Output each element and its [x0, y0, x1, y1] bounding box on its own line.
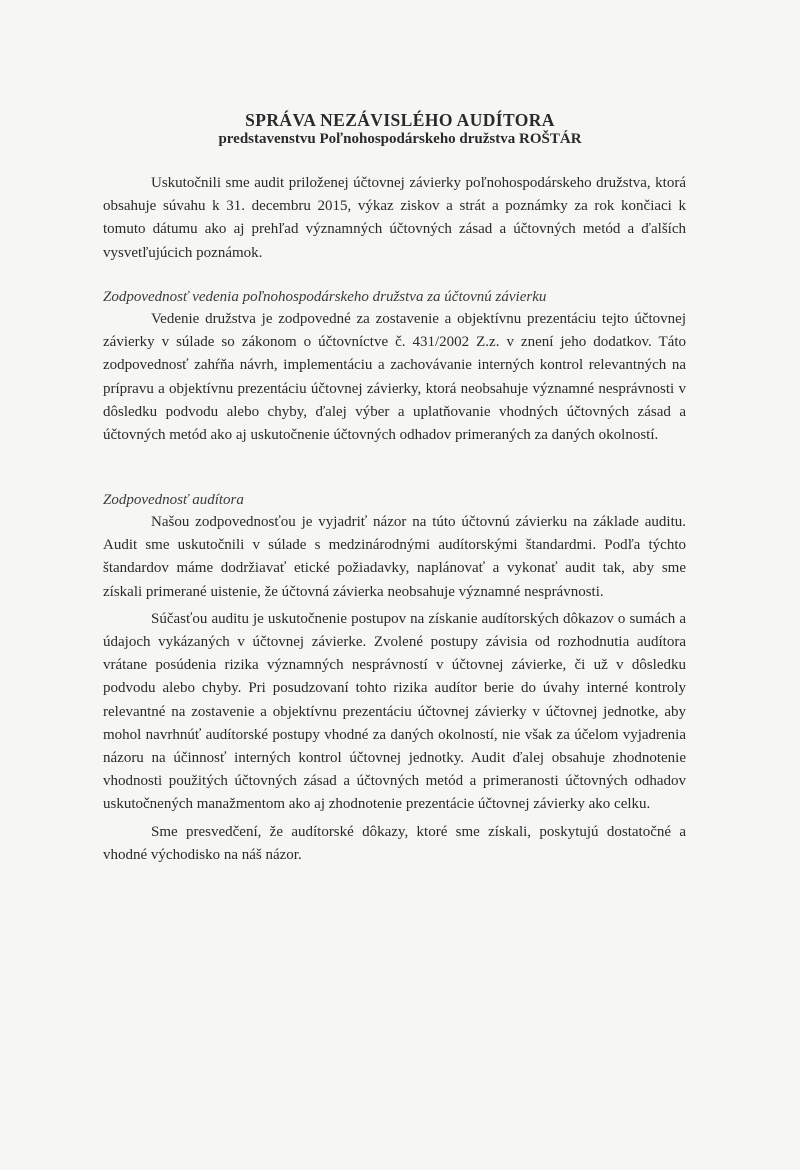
auditor-responsibility-paragraph-1: Našou zodpovednosťou je vyjadriť názor na túto účtovnú závierku na základe auditu. Audit sme uskutočnili v súlade s medzinárodnými audítorskými štandardmi. Podľa týchto štandardov máme dodržiavať etické požiadavky, naplánovať a vykonať audit tak, aby sme získali primerané uistenie, že účtovná závierka neobsahuje významné nesprávnosti.	[103, 514, 686, 600]
report-subtitle: predstavenstvu Poľnohospodárskeho družstva ROŠTÁR	[218, 131, 582, 147]
auditor-responsibility-paragraph-2: Súčasťou auditu je uskutočnenie postupov na získanie audítorských dôkazov o sumách a údajoch vykázaných v účtovnej závierke. Zvolené postupy závisia od rozhodnutia audítora vrátane posúdenia rizika významných nesprávností v účtovnej závierke, či už v dôsledku podvodu alebo chyby. Pri posudzovaní tohto rizika audítor berie do úvahy interné kontroly relevantné na zostavenie a objektívnu prezentáciu účtovnej závierky v účtovnej jednotke, aby mohol navrhnúť audítorské postupy vhodné za daných okolností, nie však za účelom vyjadrenia názoru na účinnosť interných kontrol účtovnej jednotky. Audit ďalej obsahuje zhodnotenie vhodnosti použitých účtovných zásad a účtovných metód a primeranosti účtovných odhadov uskutočnených manažmentom ako aj zhodnotenie prezentácie účtovnej závierky ako celku.	[103, 610, 686, 813]
section-heading-auditor-responsibility: Zodpovednosť audítora	[103, 492, 244, 508]
management-responsibility-section	[103, 308, 686, 447]
section-heading-management-responsibility: Zodpovednosť vedenia poľnohospodárskeho družstva za účtovnú závierku	[103, 289, 547, 305]
report-title: SPRÁVA NEZÁVISLÉHO AUDÍTORA	[245, 110, 555, 130]
management-responsibility-paragraph: Vedenie družstva je zodpovedné za zostavenie a objektívnu prezentáciu tejto účtovnej závierky v súlade so zákonom o účtovníctve č. 431/2002 Z.z. v znení jeho dodatkov. Táto zodpovednosť zahŕňa návrh, implementáciu a zachovávanie interných kontrol relevantných na prípravu a objektívnu prezentáciu účtovnej závierky, ktorá neobsahuje významné nesprávnosti v dôsledku podvodu alebo chyby, ďalej výber a uplatňovanie vhodných účtovných zásad a účtovných metód ako aj uskutočnenie účtovných odhadov primeraných za daných okolností.	[103, 311, 686, 444]
intro-section	[103, 172, 686, 265]
auditor-responsibility-paragraph-3: Sme presvedčení, že audítorské dôkazy, ktoré sme získali, poskytujú dostatočné a vhodné východisko na náš názor.	[103, 823, 686, 863]
auditor-responsibility-section	[103, 511, 686, 867]
intro-paragraph: Uskutočnili sme audit priloženej účtovnej závierky poľnohospodárskeho družstva, ktorá obsahuje súvahu k 31. decembru 2015, výkaz ziskov a strát a poznámky za rok končiaci k tomuto dátumu ako aj prehľad významných účtovných zásad a účtovných metód a ďalších vysvetľujúcich poznámok.	[103, 175, 686, 261]
